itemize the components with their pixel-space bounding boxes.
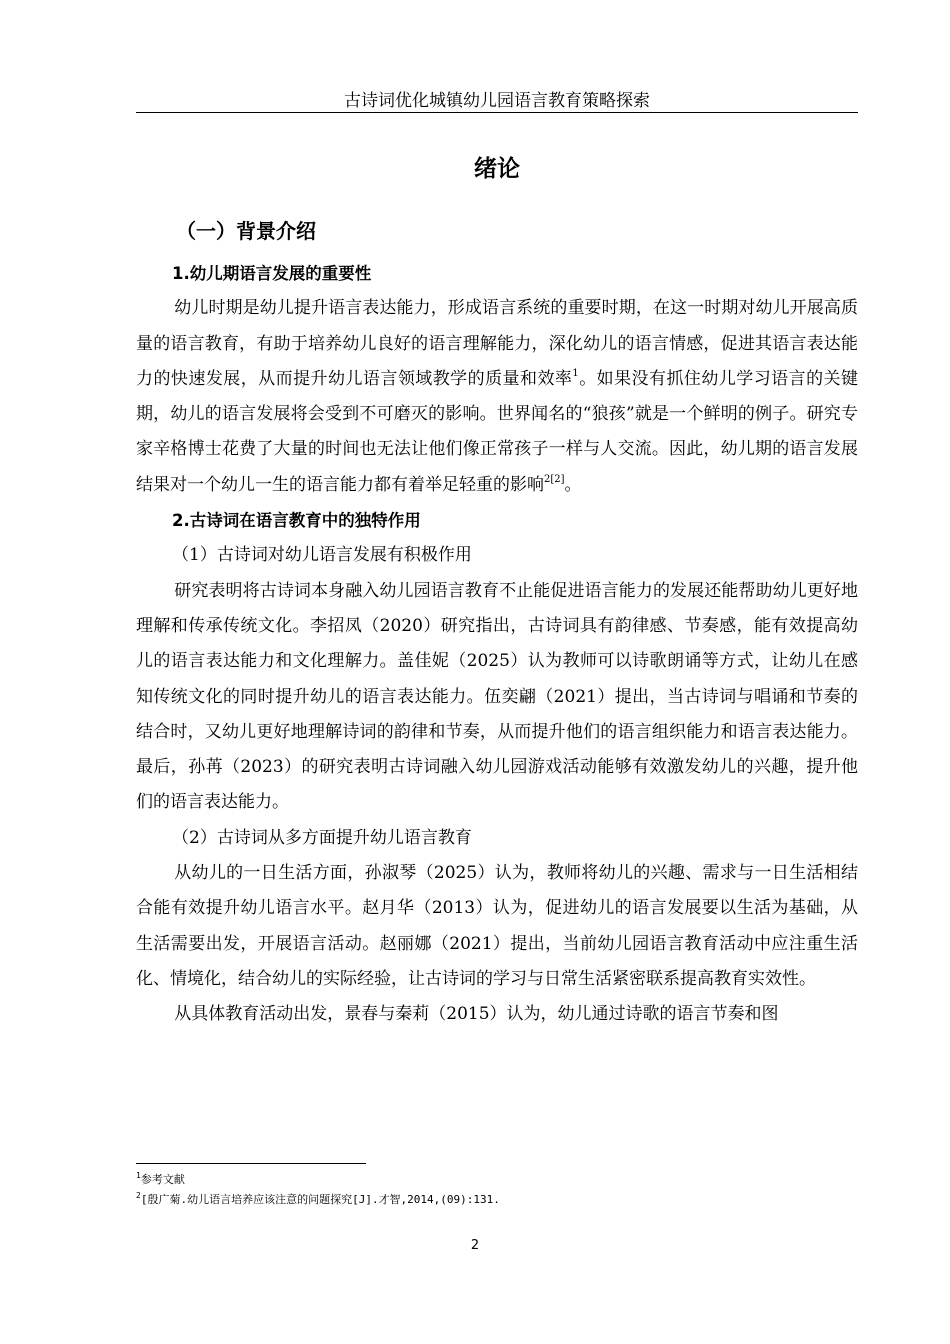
- footnote-mark: 1: [136, 1171, 141, 1181]
- section-heading-background: （一）背景介绍: [176, 219, 316, 243]
- footnote-ref-2[interactable]: 2[2]: [544, 473, 565, 485]
- footnote-text: [殷广菊.幼儿语言培养应该注意的问题探究[J].才智,2014,(09):131.: [140, 1193, 500, 1206]
- footnotes: [136, 1170, 858, 1210]
- paragraph-education-activity: 从具体教育活动出发，景春与秦莉（2015）认为，幼儿通过诗歌的语言节奏和图: [174, 1004, 779, 1025]
- page-title: 绪论: [474, 156, 520, 182]
- item-heading-1: （1）古诗词对幼儿语言发展有积极作用: [172, 545, 472, 566]
- paragraph-daily-life: 从幼儿的一日生活方面，孙淑琴（2025）认为，教师将幼儿的兴趣、需求与一日生活相结合能有效提升幼儿语言水平。赵月华（2013）认为，促进幼儿的语言发展要以生活为基础，从生活需要出发，开展语言活动。赵丽娜（2021）提出，当前幼儿园语言教育活动中应注重生活化、情境化，结合幼儿的实际经验，让古诗词的学习与日常生活紧密联系提高教育实效性。: [136, 863, 858, 989]
- item-heading-2: （2）古诗词从多方面提升幼儿语言教育: [172, 827, 472, 848]
- page-number: 2: [470, 1238, 480, 1253]
- footnote-text: 参考文献: [140, 1173, 185, 1186]
- footnote-divider: [136, 1163, 366, 1164]
- subsection-heading-1: 1.幼儿期语言发展的重要性: [172, 264, 372, 283]
- subsection-heading-2: 2.古诗词在语言教育中的独特作用: [172, 511, 421, 531]
- paragraph-poetry-positive-effect: 研究表明将古诗词本身融入幼儿园语言教育不止能促进语言能力的发展还能帮助幼儿更好地理解和传承传统文化。李招凤（2020）研究指出，古诗词具有韵律感、节奏感，能有效提高幼儿的语言表达能力和文化理解力。盖佳妮（2025）认为教师可以诗歌朗诵等方式，让幼儿在感知传统文化的同时提升幼儿的语言表达能力。伍奕翩（2021）提出，当古诗词与唱诵和节奏的结合时，又幼儿更好地理解诗词的韵律和节奏，从而提升他们的语言组织能力和语言表达能力。最后，孙苒（2023）的研究表明古诗词融入幼儿园游戏活动能够有效激发幼儿的兴趣，提升他们的语言表达能力。: [136, 580, 858, 813]
- header-divider: [136, 112, 858, 113]
- footnote-mark: 2: [136, 1191, 141, 1201]
- running-header: 古诗词优化城镇幼儿园语言教育策略探索: [344, 91, 650, 111]
- paragraph-text: 。: [564, 474, 582, 495]
- footnote-2: [136, 1190, 858, 1210]
- footnote-ref-1[interactable]: 1: [572, 367, 579, 379]
- paragraph-text: 。如果没有抓住幼儿学习语言的关键期，幼儿的语言发展将会受到不可磨灭的影响。世界闻名的“狼孩”就是一个鲜明的例子。研究专家辛格博士花费了大量的时间也无法让他们像正常孩子一样与人交流。因此，幼儿期的语言发展结果对一个幼儿一生的语言能力都有着举足轻重的影响: [136, 368, 859, 495]
- body-content: [136, 256, 858, 1033]
- footnote-1: [136, 1170, 858, 1190]
- paragraph-language-importance: [136, 291, 858, 503]
- paragraph-text: 幼儿时期是幼儿提升语言表达能力，形成语言系统的重要时期，在这一时期对幼儿开展高质量的语言教育，有助于培养幼儿良好的语言理解能力，深化幼儿的语言情感，促进其语言表达能力的快速发展，从而提升幼儿语言领域教学的质量和效率: [136, 298, 858, 389]
